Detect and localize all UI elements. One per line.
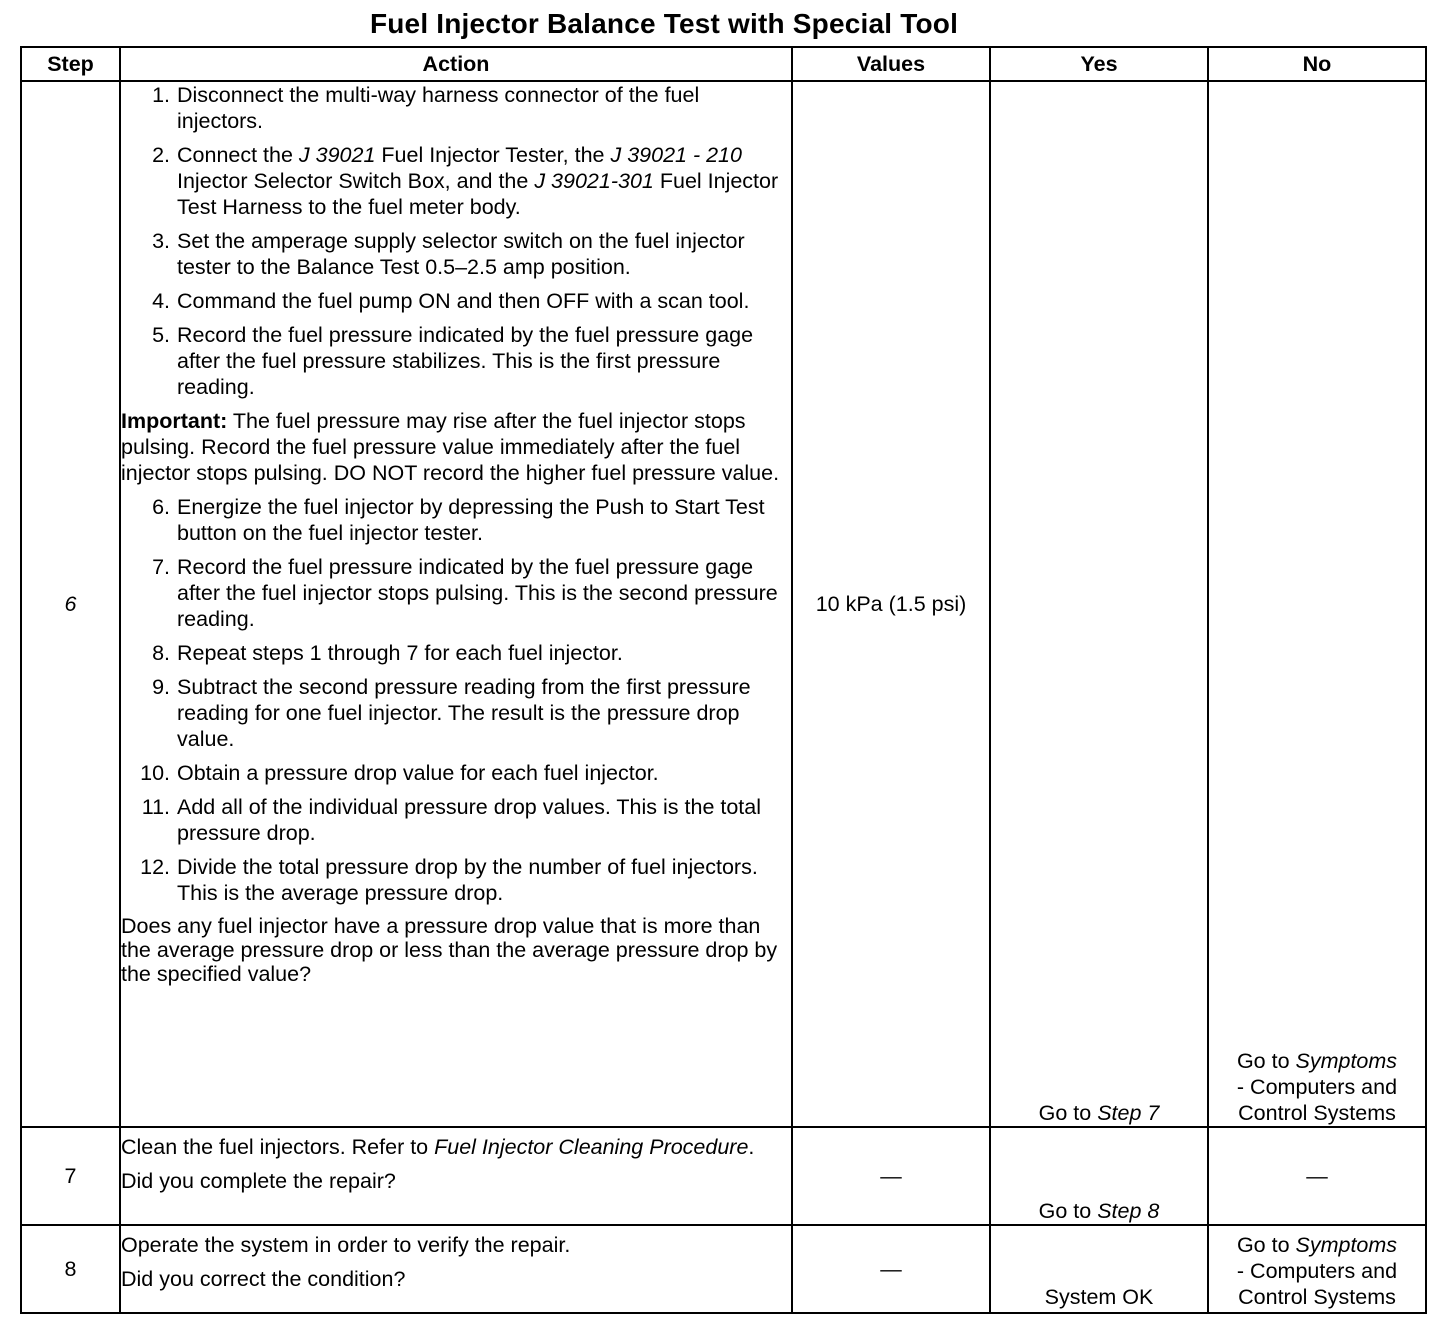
yes-cell: Go to Step 8	[990, 1127, 1208, 1225]
header-row	[21, 47, 1426, 81]
tool-ref: J 39021	[298, 143, 376, 167]
header-action: Action	[120, 47, 792, 81]
header-no: No	[1208, 47, 1426, 81]
no-cell: Go to Symptoms - Computers and Control Systems	[1208, 1225, 1426, 1313]
step-question: Did you correct the condition?	[121, 1267, 406, 1291]
list-item: 2. Connect the J 39021 Fuel Injector Tester, the J 39021 - 210 Injector Selector Switch Box, and the J 39021-301 Fuel Injector Test Harness to the fuel meter body.	[152, 143, 779, 219]
no-link[interactable]: Symptoms	[1295, 1049, 1398, 1073]
important-note: Important: The fuel pressure may rise after the fuel injector stops pulsing. Record the fuel pressure value immediately after the fuel injector stops pulsing. DO NOT record the higher fuel pressure value.	[121, 409, 780, 485]
list-item: 1. Disconnect the multi-way harness connector of the fuel injectors.	[152, 83, 700, 133]
yes-link[interactable]: Step 8	[1097, 1199, 1160, 1223]
table-row-step-7	[21, 1127, 1426, 1225]
tool-ref: J 39021-301	[534, 169, 654, 193]
table-row-step-6	[21, 81, 1426, 1127]
list-item: 11. Add all of the individual pressure drop values. This is the total pressure drop.	[141, 795, 762, 845]
page-title: Fuel Injector Balance Test with Special Tool	[369, 8, 959, 39]
value-cell: —	[792, 1225, 990, 1313]
action-cell	[120, 1127, 792, 1225]
diagnostic-table	[20, 46, 1427, 1314]
no-cell: —	[1208, 1127, 1426, 1225]
table-row-step-8	[21, 1225, 1426, 1313]
step-question: Did you complete the repair?	[121, 1169, 396, 1193]
no-link[interactable]: Symptoms	[1295, 1233, 1398, 1257]
value-cell: —	[792, 1127, 990, 1225]
step-number: 6	[21, 81, 120, 1127]
list-item: 3. Set the amperage supply selector switch on the fuel injector tester to the Balance Test 0.5–2.5 amp position.	[152, 229, 745, 279]
procedure-ref: Fuel Injector Cleaning Procedure	[434, 1135, 749, 1159]
step-question: Does any fuel injector have a pressure drop value that is more than the average pressure drop or less than the average pressure drop by the specified value?	[121, 914, 778, 986]
list-item: 9. Subtract the second pressure reading from the first pressure reading for one fuel injector. The result is the pressure drop value.	[152, 675, 751, 751]
list-item: 10. Obtain a pressure drop value for each fuel injector.	[140, 761, 659, 785]
action-cell	[120, 81, 792, 1127]
header-values: Values	[792, 47, 990, 81]
list-item: 4. Command the fuel pump ON and then OFF with a scan tool.	[152, 289, 750, 313]
action-cell	[120, 1225, 792, 1313]
yes-cell: Go to Step 7	[990, 81, 1208, 1127]
list-item: 12. Divide the total pressure drop by the number of fuel injectors. This is the average pressure drop.	[140, 855, 758, 905]
tool-ref: J 39021 - 210	[610, 143, 742, 167]
list-item: 7. Record the fuel pressure indicated by the fuel pressure gage after the fuel injector stops pulsing. This is the second pressure reading.	[152, 555, 778, 631]
step-number: 8	[21, 1225, 120, 1313]
step-action: Operate the system in order to verify the repair.	[121, 1233, 571, 1257]
list-item: 6. Energize the fuel injector by depressing the Push to Start Test button on the fuel injector tester.	[152, 495, 765, 545]
yes-link[interactable]: Step 7	[1097, 1101, 1160, 1125]
header-step: Step	[21, 47, 120, 81]
value-cell: 10 kPa (1.5 psi)	[792, 81, 990, 1127]
yes-cell: System OK	[990, 1225, 1208, 1313]
no-cell: Go to Symptoms - Computers and Control Systems	[1208, 81, 1426, 1127]
action-list	[121, 82, 791, 400]
list-item: 8. Repeat steps 1 through 7 for each fuel injector.	[152, 641, 623, 665]
action-list-continued	[121, 494, 791, 906]
step-action: Clean the fuel injectors. Refer to Fuel Injector Cleaning Procedure.	[121, 1135, 755, 1159]
step-number: 7	[21, 1127, 120, 1225]
list-item: 5. Record the fuel pressure indicated by the fuel pressure gage after the fuel pressure stabilizes. This is the first pressure reading.	[152, 323, 754, 399]
header-yes: Yes	[990, 47, 1208, 81]
